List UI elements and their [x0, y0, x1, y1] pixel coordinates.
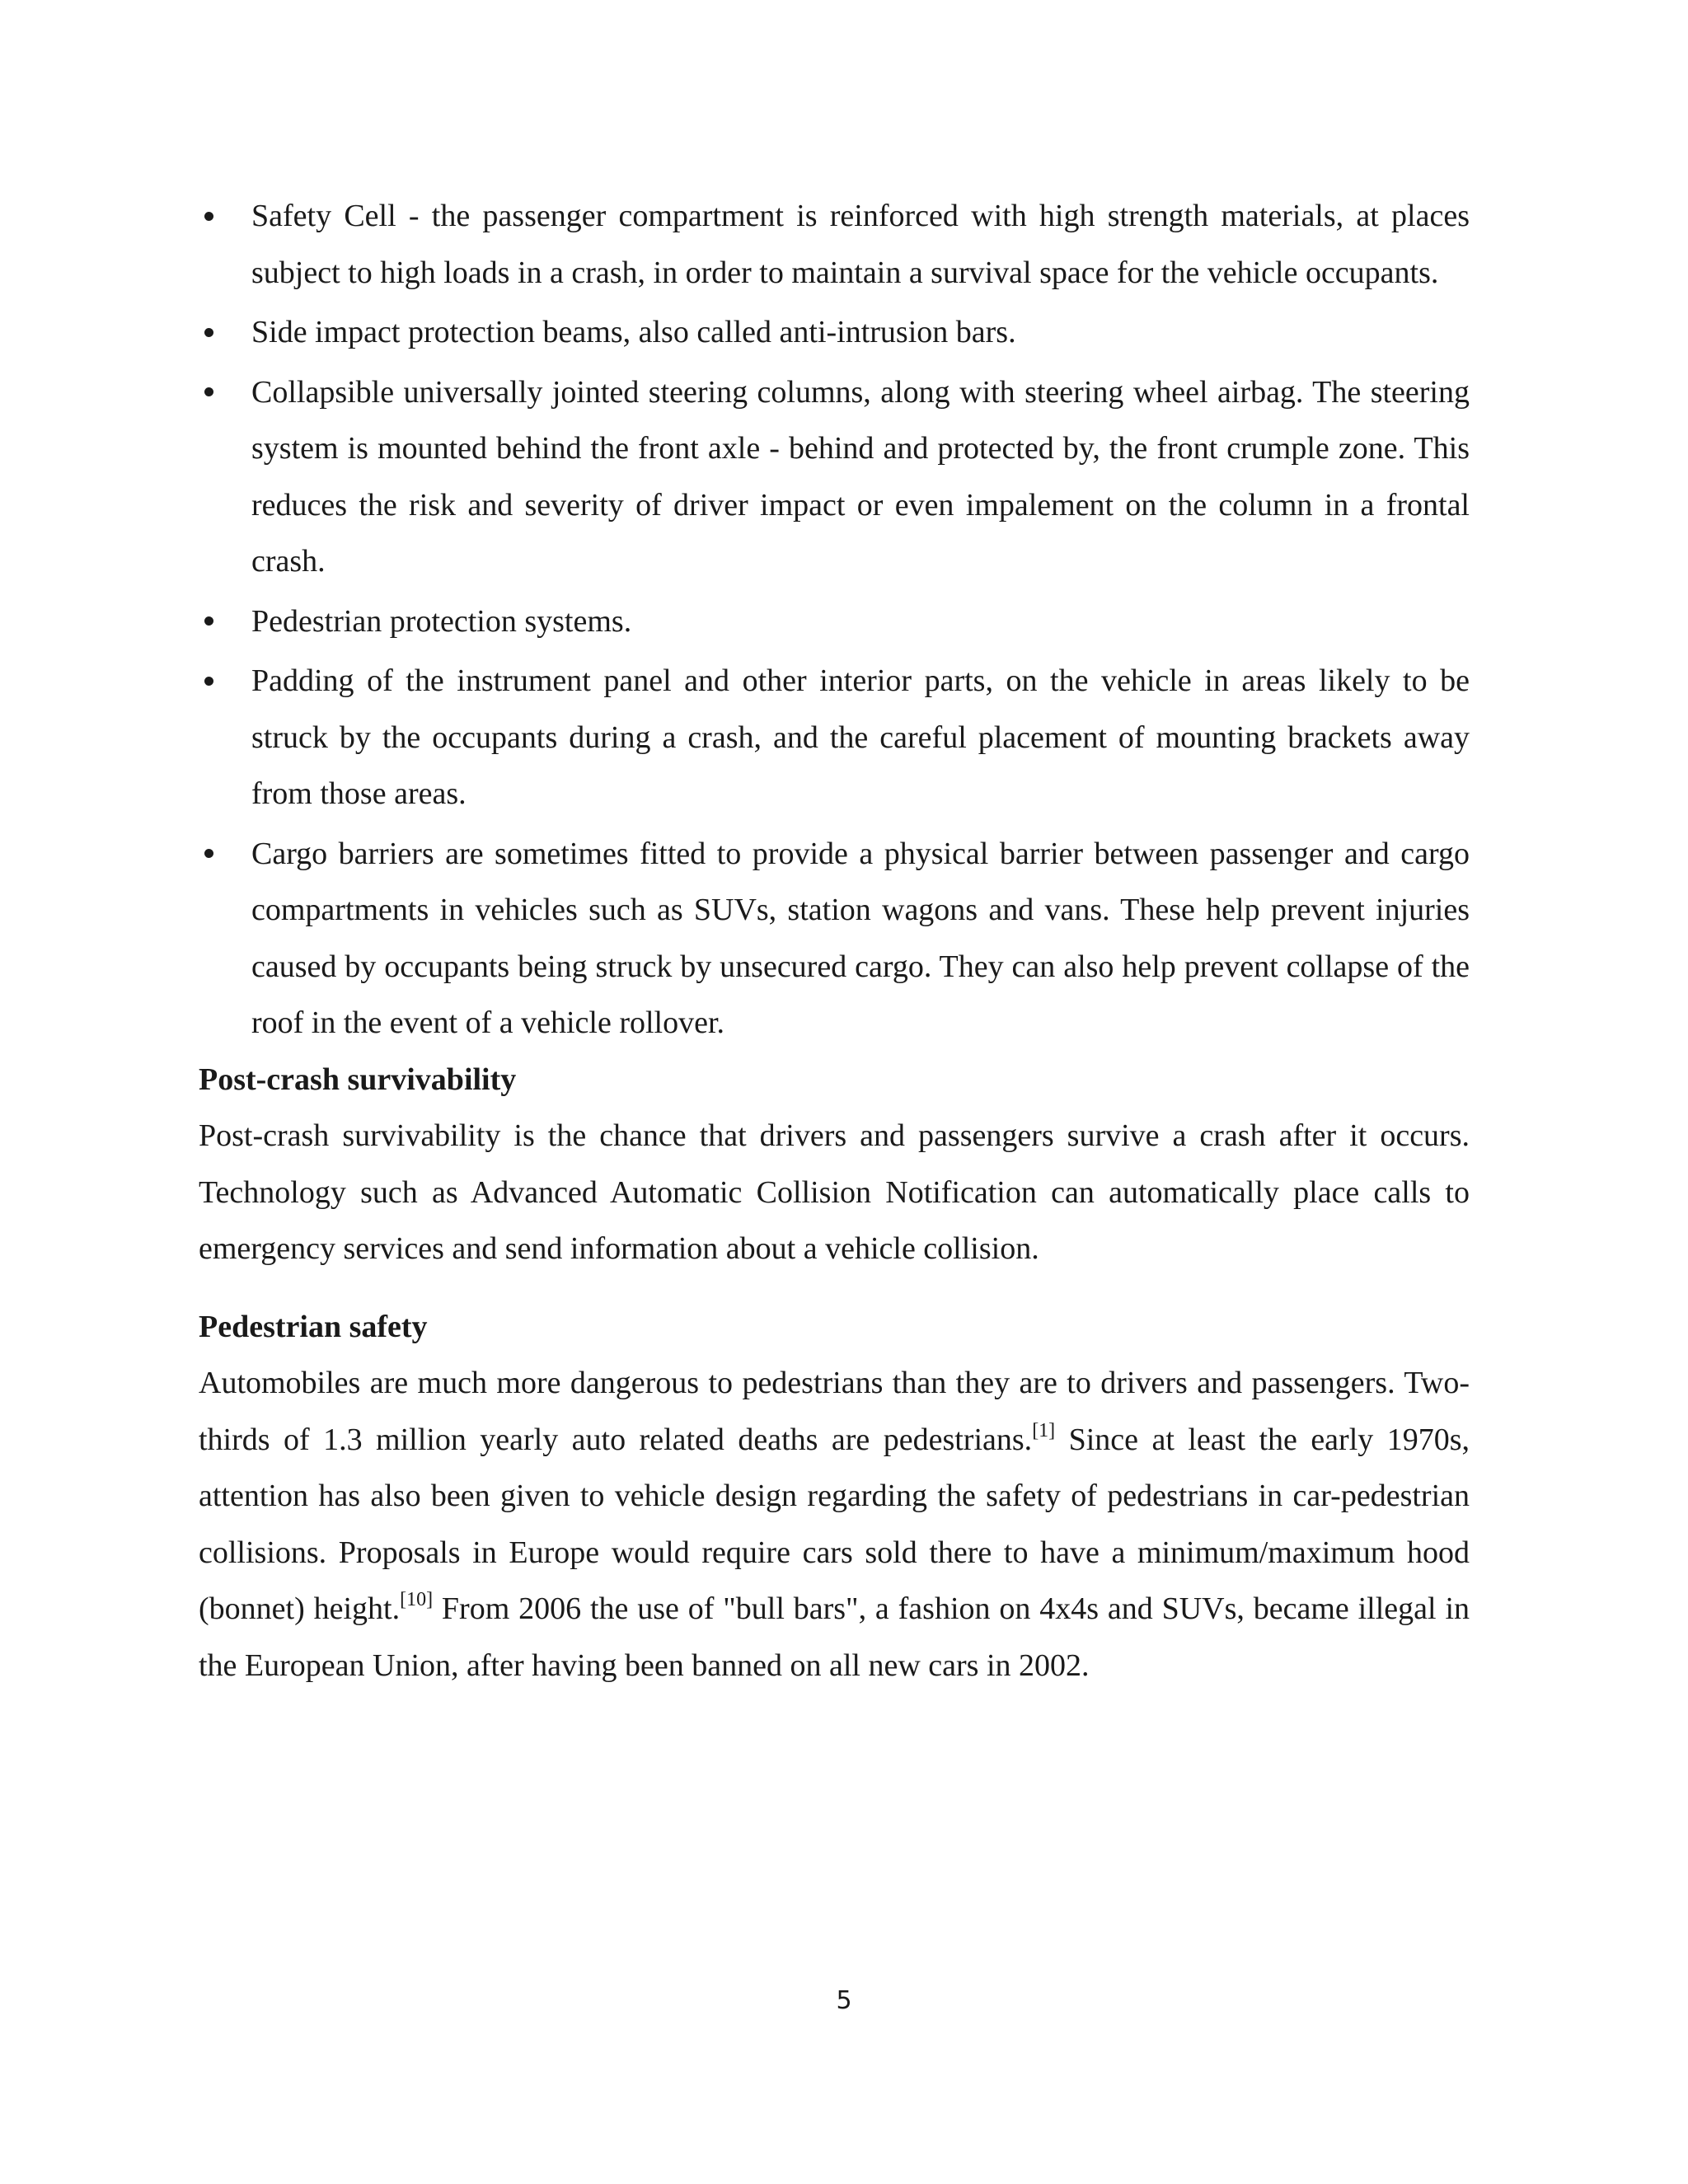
post-crash-heading: Post-crash survivability — [199, 1062, 517, 1097]
bullet-icon — [199, 364, 218, 421]
list-item-text: Padding of the instrument panel and other interior parts, on the vehicle in areas likely to be struck by the occupants during a crash, and the careful placement of mounting brackets away from those areas. — [251, 663, 1470, 811]
list-item-text: Collapsible universally jointed steering columns, along with steering wheel airbag. The steering system is mounted behind the front axle - behind and protected by, the front crumple zone. This reduces the risk and severity of driver impact or even impalement on the column in a frontal crash. — [251, 374, 1470, 579]
list-item — [199, 653, 1470, 823]
bullet-icon — [199, 826, 218, 883]
list-item-text: Safety Cell - the passenger compartment is reinforced with high strength materials, at places subject to high loads in a crash, in order to maintain a survival space for the vehicle occupants. — [251, 199, 1470, 290]
post-crash-paragraph: Post-crash survivability is the chance that drivers and passengers survive a crash after it occurs. Technology such as Advanced Automatic Collision Notification can automatically place calls to emergency services and send information about a vehicle collision. — [199, 1118, 1470, 1266]
safety-features-list — [199, 188, 1470, 1052]
reference-1-link[interactable]: [1] — [1032, 1419, 1056, 1441]
page-number: 5 — [836, 1986, 852, 2015]
bullet-icon — [199, 653, 218, 710]
list-item-text: Pedestrian protection systems. — [251, 603, 632, 639]
pedestrian-text-part-2: Since at least the early 1970s, attention has also been given to vehicle design regarding the safety of pedestrians in car-pedestrian collisions. Proposals in Europe would require cars sold there to have a minimum/maximum hood (bonnet) height. — [199, 1422, 1470, 1626]
bullet-icon — [199, 593, 218, 650]
pedestrian-text-part-1: Automobiles are much more dangerous to pedestrians than they are to drivers and passengers. Two-thirds of 1.3 million yearly auto related deaths are pedestrians. — [199, 1366, 1470, 1457]
list-item-text: Side impact protection beams, also called anti-intrusion bars. — [251, 315, 1016, 349]
list-item — [199, 826, 1470, 1052]
pedestrian-safety-heading: Pedestrian safety — [199, 1309, 428, 1344]
bullet-icon — [199, 188, 218, 245]
bullet-icon — [199, 304, 218, 361]
page-content — [199, 188, 1470, 1694]
pedestrian-text-part-3: From 2006 the use of "bull bars", a fashion on 4x4s and SUVs, became illegal in the European Union, after having been banned on all new cars in 2002. — [199, 1591, 1470, 1683]
list-item — [199, 364, 1470, 590]
list-item — [199, 593, 1470, 650]
reference-10-link[interactable]: [10] — [400, 1589, 434, 1610]
list-item — [199, 304, 1470, 361]
pedestrian-safety-paragraph — [199, 1355, 1470, 1694]
list-item — [199, 188, 1470, 301]
list-item-text: Cargo barriers are sometimes fitted to provide a physical barrier between passenger and cargo compartments in vehicles such as SUVs, station wagons and vans. These help prevent injuries caused by occupants being struck by unsecured cargo. They can also help prevent collapse of the roof in the event of a vehicle rollover. — [251, 836, 1470, 1040]
